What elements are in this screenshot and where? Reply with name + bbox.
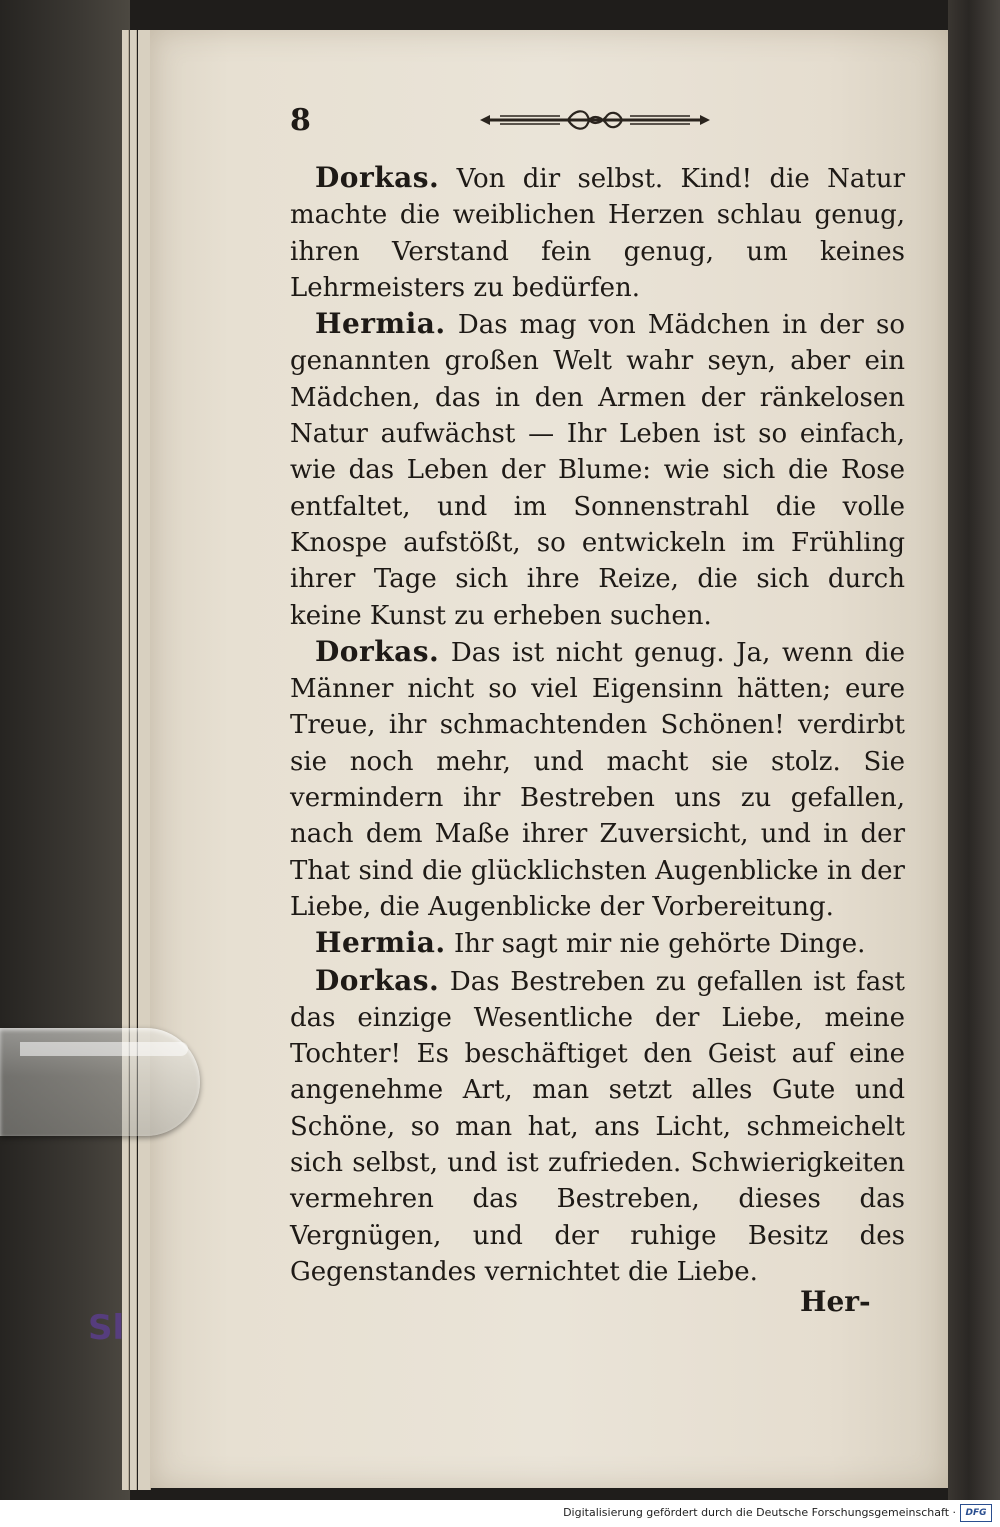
page-number: 8 <box>290 103 311 138</box>
dialogue-paragraph <box>290 634 905 925</box>
scanner-background-left <box>0 0 130 1500</box>
page-holder-shine <box>20 1042 188 1056</box>
library-stamp: Sl <box>88 1308 125 1348</box>
footer-credit: Digitalisierung gefördert durch die Deutsche Forschungsgemeinschaft · <box>563 1506 956 1519</box>
speaker-name: Dorkas. <box>315 963 440 997</box>
speech-text: Von dir selbst. Kind! die Natur machte die weiblichen Herzen schlau genug, ihren Verstand fein genug, um keines Lehrmeisters zu bedürfen. <box>290 164 905 303</box>
page-header <box>290 103 730 139</box>
speech-text: Ihr sagt mir nie gehörte Dinge. <box>453 929 866 960</box>
dialogue-paragraph <box>290 306 905 634</box>
scanner-background-right <box>948 0 1000 1500</box>
speech-text: Das ist nicht genug. Ja, wenn die Männer nicht so viel Eigensinn hätten; eure Treue, ihr schmachtenden Schönen! verdirbt sie noch mehr, und macht sie stolz. Sie vermindern ihr Bestreben uns zu gefallen, nach dem Maße ihrer Zuversicht, und in der That sind die glücklichsten Augenblicke in der Liebe, die Augenblicke der Vorbereitung. <box>290 637 905 922</box>
ornament-rule-icon <box>480 107 710 133</box>
speaker-name: Hermia. <box>315 926 446 960</box>
dialogue-paragraph <box>290 160 905 306</box>
dfg-logo-icon: DFG <box>960 1504 992 1522</box>
speaker-name: Hermia. <box>315 307 446 341</box>
page-text <box>290 160 905 1290</box>
catchword: Her- <box>800 1285 871 1318</box>
page-edge <box>122 30 129 1490</box>
dialogue-paragraph <box>290 963 905 1291</box>
speaker-name: Dorkas. <box>315 161 440 194</box>
dialogue-paragraph <box>290 925 905 962</box>
page-edge <box>130 30 137 1490</box>
speaker-name: Dorkas. <box>315 634 440 668</box>
speech-text: Das Bestreben zu gefallen ist fast das einzige Wesentliche der Liebe, meine Tochter! Es beschäftiget den Geist auf eine angenehme Art, man setzt alles Gute und Schöne, so man hat, ans Licht, schmeichelt sich selbst, und ist zufrieden. Schwierigkeiten vermehren das Bestreben, dieses das Vergnügen, und der ruhige Besitz des Gegenstandes vernichtet die Liebe. <box>290 966 905 1287</box>
speech-text: Das mag von Mädchen in der so genannten großen Welt wahr seyn, aber ein Mädchen, das in den Armen der ränkelosen Natur aufwächst — Ihr Leben ist so einfach, wie das Leben der Blume: wie sich die Rose entfaltet, und im Sonnenstrahl die volle Knospe aufstößt, so entwickeln im Frühling ihrer Tage sich ihre Reize, die sich durch keine Kunst zu erheben suchen. <box>290 310 906 631</box>
